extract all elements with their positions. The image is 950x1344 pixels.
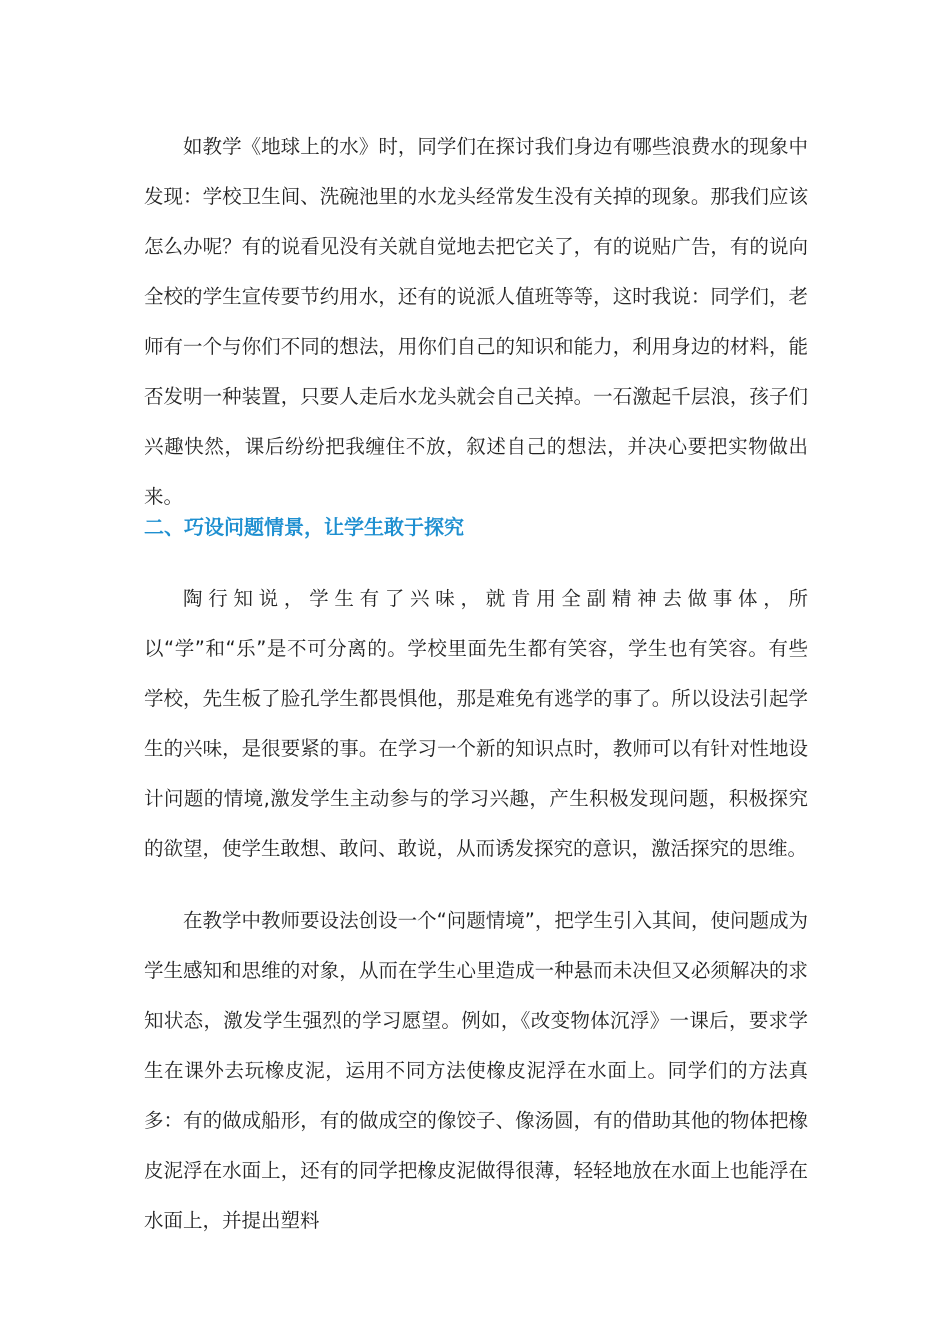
paragraph-spacer [144,874,808,896]
paragraph-tao-xingzhi: 陶行知说，学生有了兴味，就肯用全副精神去做事体，所以“学”和“乐”是不可分离的。学校里面先生都有笑容，学生也有笑容。有些学校，先生板了脸孔学生都畏惧他，那是难免有逃学的事了。所以设法引起学生的兴味，是很要紧的事。在学习一个新的知识点时，教师可以有针对性地设计问题的情境,激发学生主动参与的学习兴趣，产生积极发现问题，积极探究的欲望，使学生敢想、敢问、敢说，从而诱发探究的意识，激活探究的思维。 [144,587,808,860]
paragraph-problem-situation: 在教学中教师要设法创设一个“问题情境”，把学生引入其间，使问题成为学生感知和思维的对象，从而在学生心里造成一种悬而未决但又必须解决的求知状态，激发学生强烈的学习愿望。例如，《改变物体沉浮》一课后，要求学生在课外去玩橡皮泥，运用不同方法使橡皮泥浮在水面上。同学们的方法真多：有的做成船形，有的做成空的像饺子、像汤圆，有的借助其他的物体把橡皮泥浮在水面上，还有的同学把橡皮泥做得很薄，轻轻地放在水面上也能浮在水面上，并提出塑料 [144,909,808,1232]
paragraph-water-lesson: 如教学《地球上的水》时，同学们在探讨我们身边有哪些浪费水的现象中发现：学校卫生间、洗碗池里的水龙头经常发生没有关掉的现象。那我们应该怎么办呢？有的说看见没有关就自觉地去把它关了，有的说贴广告，有的说向全校的学生宣传要节约用水，还有的说派人值班等等，这时我说：同学们，老师有一个与你们不同的想法，用你们自己的知识和能力，利用身边的材料，能否发明一种装置，只要人走后水龙头就会自己关掉。一石激起千层浪，孩子们兴趣快然，课后纷纷把我缠住不放，叙述自己的想法，并决心要把实物做出来。 [144,135,808,508]
document-page [144,122,808,1246]
section-heading-2: 二、巧设问题情景，让学生敢于探究 [144,515,464,539]
heading-spacer [144,552,808,574]
